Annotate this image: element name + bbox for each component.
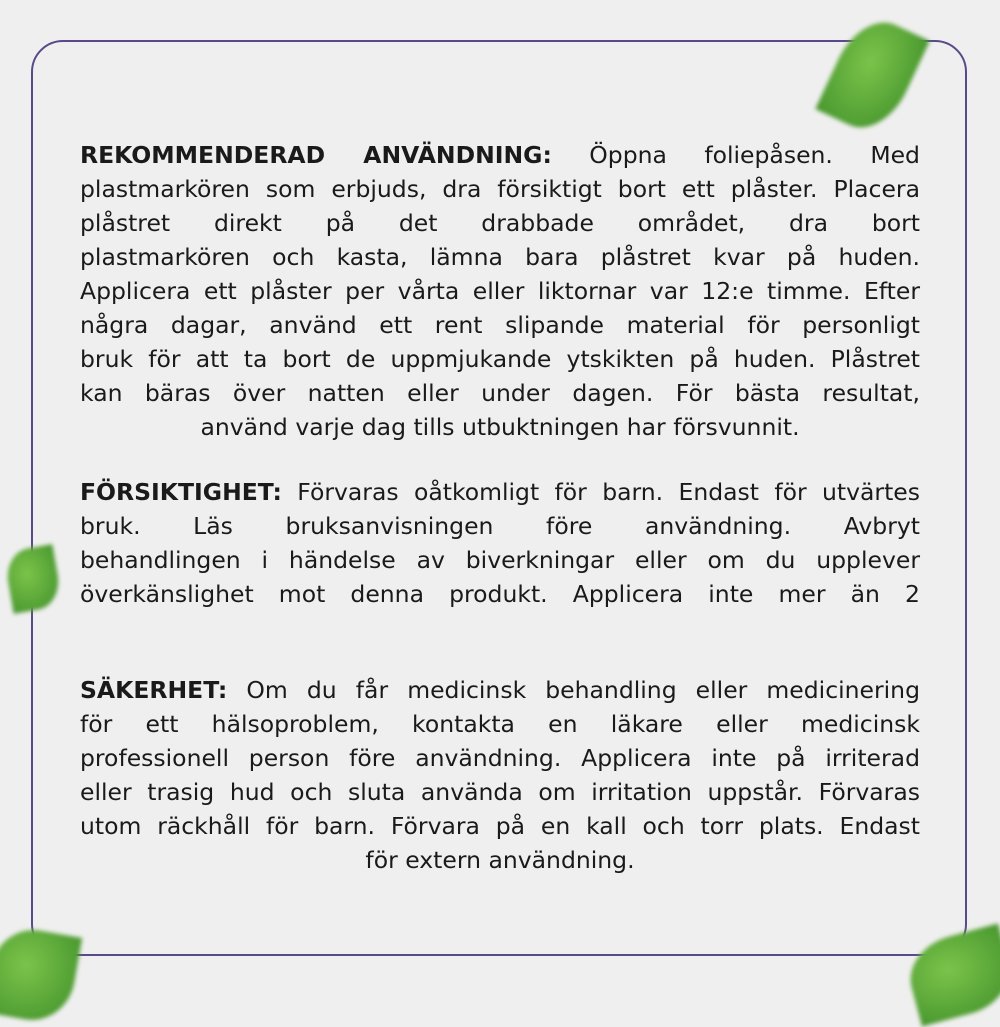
- text-line: bruk. Läs bruksanvisningen före användning. Avbryt: [80, 512, 920, 540]
- text-line: överkänslighet mot denna produkt. Applicera inte mer än 2: [80, 580, 920, 608]
- text-line: för ett hälsoproblem, kontakta en läkare eller medicinsk: [80, 710, 920, 738]
- text-line: plastmarkören och kasta, lämna bara plåstret kvar på huden.: [80, 243, 920, 271]
- text-line: för extern användning.: [365, 846, 635, 874]
- section-label: REKOMMENDERAD ANVÄNDNING:: [80, 141, 552, 169]
- text-line: SÄKERHET: Om du får medicinsk behandling eller medicinering: [80, 676, 920, 704]
- section-label: FÖRSIKTIGHET:: [80, 478, 282, 506]
- text-line: professionell person före användning. Applicera inte på irriterad: [80, 744, 920, 772]
- text-line: FÖRSIKTIGHET: Förvaras oåtkomligt för barn. Endast för utvärtes: [80, 478, 920, 506]
- leaf-decoration-bottom-left: [0, 923, 82, 1026]
- text-line: bruk för att ta bort de uppmjukande ytskikten på huden. Plåstret: [80, 345, 920, 373]
- text-line: plastmarkören som erbjuds, dra försiktigt bort ett plåster. Placera: [80, 175, 920, 203]
- text-line: använd varje dag tills utbuktningen har försvunnit.: [200, 413, 800, 441]
- section-recommended-use: [80, 138, 920, 444]
- text-line: kan bäras över natten eller under dagen. För bästa resultat,: [80, 379, 920, 407]
- text-line: behandlingen i händelse av biverkningar eller om du upplever: [80, 546, 920, 574]
- section-safety: [80, 673, 920, 877]
- text-line: eller trasig hud och sluta använda om irritation uppstår. Förvaras: [80, 778, 920, 806]
- text-line: utom räckhåll för barn. Förvara på en kall och torr plats. Endast: [80, 812, 920, 840]
- section-label: SÄKERHET:: [80, 676, 228, 704]
- text-line: REKOMMENDERAD ANVÄNDNING: Öppna foliepåsen. Med: [80, 141, 920, 169]
- section-caution: [80, 475, 920, 611]
- text-line: plåstret direkt på det drabbade området, dra bort: [80, 209, 920, 237]
- text-line: Applicera ett plåster per vårta eller liktornar var 12:e timme. Efter: [80, 277, 920, 305]
- text-line: några dagar, använd ett rent slipande material för personligt: [80, 311, 920, 339]
